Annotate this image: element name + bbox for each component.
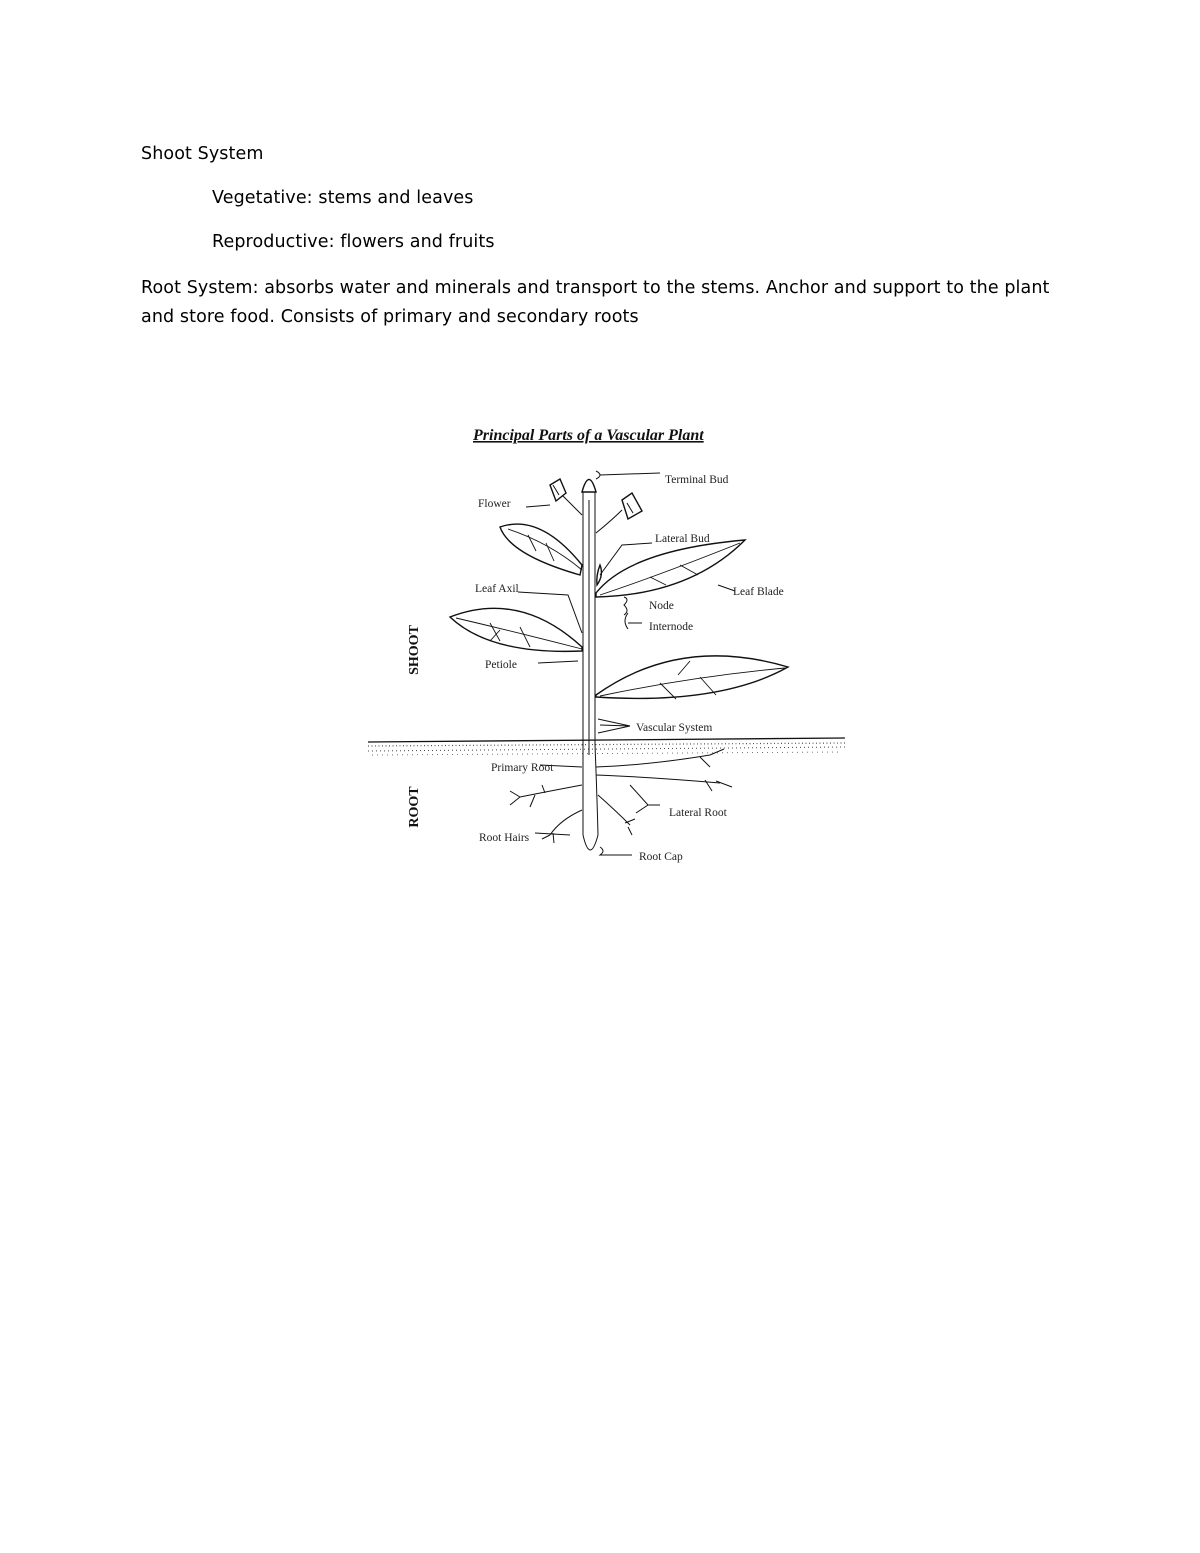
label-lateral-root: Lateral Root xyxy=(669,807,727,819)
lateral-bud xyxy=(597,565,602,585)
leaf-upper-right xyxy=(596,540,745,597)
label-primary-root: Primary Root xyxy=(491,762,554,774)
shoot-side-label: SHOOT xyxy=(407,625,422,675)
vegetative-line: Vegetative: stems and leaves xyxy=(212,188,474,208)
diagram-title: Principal Parts of a Vascular Plant xyxy=(473,427,704,444)
root-system-paragraph-line-1: Root System: absorbs water and minerals and transport to the stems. Anchor and support to the plant xyxy=(141,278,1050,298)
label-internode: Internode xyxy=(649,621,694,633)
label-flower: Flower xyxy=(478,498,511,510)
label-root-cap: Root Cap xyxy=(639,851,683,863)
label-lateral-bud: Lateral Bud xyxy=(655,533,710,545)
stem xyxy=(582,480,598,851)
reproductive-line: Reproductive: flowers and fruits xyxy=(212,232,495,252)
flower-right xyxy=(596,493,642,533)
vascular-plant-diagram xyxy=(360,415,850,875)
label-root-hairs: Root Hairs xyxy=(479,832,530,844)
shoot-system-heading: Shoot System xyxy=(141,144,264,164)
label-leaf-axil: Leaf Axil xyxy=(475,583,519,595)
label-petiole: Petiole xyxy=(485,659,517,671)
label-terminal-bud: Terminal Bud xyxy=(665,474,729,486)
soil-surface xyxy=(368,738,845,755)
flower-left xyxy=(550,479,582,515)
leaf-middle-left xyxy=(450,608,582,651)
root-system-paragraph-line-2: and store food. Consists of primary and secondary roots xyxy=(141,307,639,327)
label-leaf-blade: Leaf Blade xyxy=(733,586,784,598)
root-side-label: ROOT xyxy=(407,786,422,828)
leaf-lower-right xyxy=(596,656,788,699)
leaf-upper-left xyxy=(500,524,582,575)
label-node: Node xyxy=(649,600,674,612)
label-vascular-system: Vascular System xyxy=(636,722,713,734)
